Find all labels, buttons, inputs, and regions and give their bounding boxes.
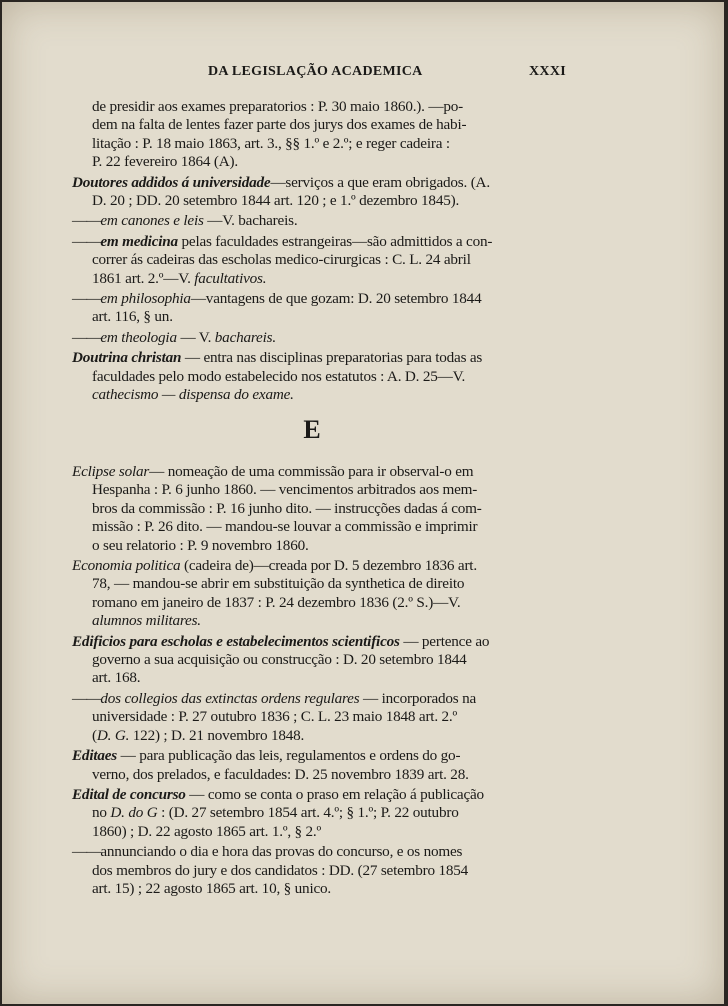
- entry-canones: ——em canones e leis —V. bachareis.: [72, 212, 298, 230]
- entry-term: Eclipse solar: [72, 463, 150, 480]
- entry-economia-politica: Economia politica (cadeira de)—creada por D. 5 dezembro 1836 art. 78, — mandou-se abrir em substituição da synthetica de direito romano em janeiro de 1837 : P. 24 dezembro 1836 (2.º S.)—V. alumnos militares.: [72, 557, 477, 630]
- section-d-continuation: [72, 98, 562, 407]
- entry-annunciando: ——annunciando o dia e hora das provas do concurso, e os nomes dos membros do jury e dos candidatos : DD. (27 setembro 1854 art. 15) ; 22 agosto 1865 art. 10, § unico.: [72, 843, 469, 897]
- entry-doutrina-christan: Doutrina christan — entra nas disciplinas preparatorias para todas as faculdades pelo modo estabelecido nos estatutos : A. D. 25—V. cathecismo — dispensa do exame.: [72, 349, 483, 404]
- entry-editaes: Editaes — para publicação das leis, regulamentos e ordens do go- verno, dos prelados, e faculdades: D. 25 novembro 1839 art. 28.: [72, 747, 469, 783]
- section-letter-heading: E: [303, 415, 321, 444]
- entry-term: Doutrina christan: [72, 349, 182, 367]
- entry-term: Doutores addidos á universidade: [72, 173, 271, 191]
- entry-theologia: ——em theologia — V. bachareis.: [72, 328, 276, 346]
- page-header: [94, 64, 566, 84]
- entry-term: em philosophia: [100, 290, 191, 308]
- entry-doutores-addidos: Doutores addidos á universidade—serviços a que eram obrigados. (A. D. 20 ; DD. 20 setembro 1844 art. 120 ; e 1.º dezembro 1845).: [72, 173, 490, 210]
- section-e: [72, 463, 562, 900]
- page-number: XXXI: [529, 64, 566, 79]
- entry-term: em theologia: [100, 328, 177, 346]
- entry-term: Editaes: [72, 747, 118, 765]
- entry-term: em canones e leis: [100, 212, 204, 230]
- entry-term: Economia politica: [72, 557, 181, 575]
- entry-medicina: ——em medicina pelas faculdades estrangeiras—são admittidos a con- correr ás cadeiras das escholas medico-cirurgicas : C. L. 24 abril 1861 art. 2.º—V. facultativos.: [72, 232, 493, 287]
- entry-term: em medicina: [100, 232, 178, 250]
- entry-term: Edificios para escholas e estabelecimentos scientificos: [72, 632, 400, 650]
- entry-doutores-continued: de presidir aos exames preparatorios : P. 30 maio 1860.). —po- dem na falta de lentes fazer parte dos jurys dos exames de habi- litação : P. 18 maio 1863, art. 3., §§ 1.º e 2.º; e reger cadeira : P. 22 fevereiro 1864 (A).: [92, 98, 467, 171]
- entry-eclipse-solar: Eclipse solar— nomeação de uma commissão para ir observal-o em Hespanha : P. 6 junho 1860. — vencimentos arbitrados aos mem- bros da commissão : P. 16 junho dito. — instrucções dadas á com- missão : P. 26 dito. — mandou-se louvar a commissão e imprimir o seu relatorio : P. 9 novembro 1860.: [72, 463, 482, 554]
- entry-collegios: ——dos collegios das extinctas ordens regulares — incorporados na universidade : P. 27 outubro 1836 ; C. L. 23 maio 1848 art. 2.º (D. G. 122) ; D. 21 novembro 1848.: [72, 689, 477, 744]
- book-page: [2, 2, 724, 1004]
- running-title: DA LEGISLAÇÃO ACADEMICA: [208, 64, 423, 79]
- entry-term: Edital de concurso: [72, 785, 186, 803]
- entry-philosophia: ——em philosophia—vantagens de que gozam: D. 20 setembro 1844 art. 116, § un.: [72, 290, 482, 326]
- entry-term: dos collegios das extinctas ordens regulares: [100, 689, 360, 707]
- entry-edital-concurso: Edital de concurso — como se conta o praso em relação á publicação no D. do G : (D. 27 setembro 1854 art. 4.º; § 1.º; P. 22 outubro 1860) ; D. 22 agosto 1865 art. 1.º, § 2.º: [72, 785, 484, 840]
- entry-edificios: Edificios para escholas e estabelecimentos scientificos — pertence ao governo a sua acquisição ou construcção : D. 20 setembro 1844 art. 168.: [72, 632, 490, 687]
